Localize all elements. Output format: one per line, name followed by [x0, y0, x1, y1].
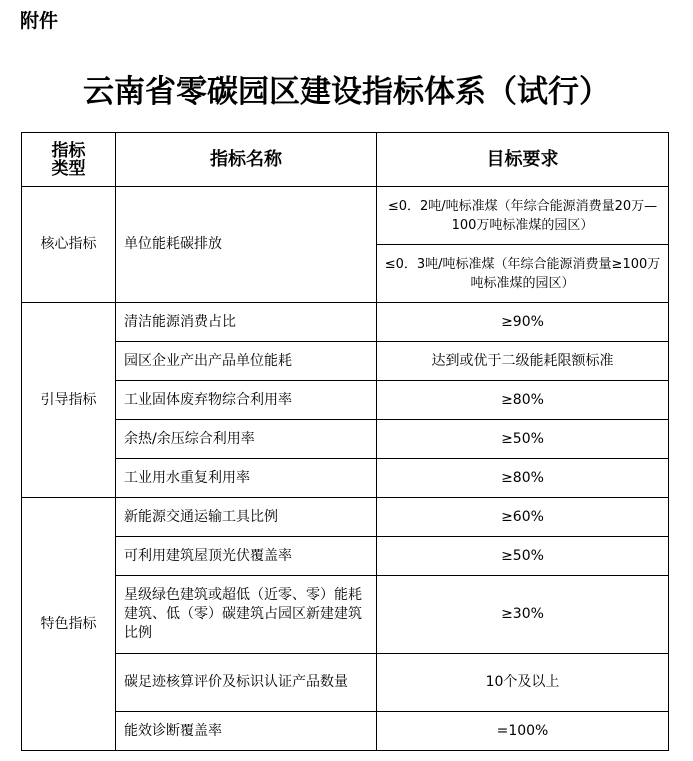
indicator-name: 碳足迹核算评价及标识认证产品数量 [116, 654, 377, 712]
indicator-name: 余热/余压综合利用率 [116, 420, 377, 459]
target-requirement: ≥50% [377, 537, 669, 576]
target-requirement: ≥80% [377, 459, 669, 498]
indicator-name: 园区企业产出产品单位能耗 [116, 342, 377, 381]
attachment-label: 附件 [20, 10, 59, 32]
table-row [22, 381, 669, 420]
header-type-line1: 指标 [51, 140, 86, 161]
table-row [22, 537, 669, 576]
indicator-table [21, 132, 669, 751]
indicator-name: 能效诊断覆盖率 [116, 712, 377, 751]
table-row [22, 712, 669, 751]
target-requirement: ≥90% [377, 303, 669, 342]
header-target-requirement: 目标要求 [377, 133, 669, 187]
group-type-core: 核心指标 [22, 187, 116, 303]
indicator-name: 可利用建筑屋顶光伏覆盖率 [116, 537, 377, 576]
table-row [22, 420, 669, 459]
target-requirement: =100% [377, 712, 669, 751]
indicator-name: 单位能耗碳排放 [116, 187, 377, 303]
table-row [22, 187, 669, 245]
target-requirement: 达到或优于二级能耗限额标准 [377, 342, 669, 381]
table-header-row [22, 133, 669, 187]
table-row [22, 342, 669, 381]
group-type-guidance: 引导指标 [22, 303, 116, 498]
target-requirement: ≤0．3吨/吨标准煤（年综合能源消费量≥100万吨标准煤的园区） [377, 245, 669, 303]
group-type-feature: 特色指标 [22, 498, 116, 751]
table-row [22, 498, 669, 537]
target-requirement: 10个及以上 [377, 654, 669, 712]
indicator-name: 星级绿色建筑或超低（近零、零）能耗建筑、低（零）碳建筑占园区新建建筑比例 [116, 576, 377, 654]
header-type-line2: 类型 [51, 158, 86, 179]
target-requirement: ≥50% [377, 420, 669, 459]
target-requirement: ≤0．2吨/吨标准煤（年综合能源消费量20万—100万吨标准煤的园区） [377, 187, 669, 245]
indicator-name: 工业固体废弃物综合利用率 [116, 381, 377, 420]
table-row [22, 576, 669, 654]
document-title: 云南省零碳园区建设指标体系（试行） [83, 74, 610, 110]
header-indicator-name: 指标名称 [116, 133, 377, 187]
table-row [22, 303, 669, 342]
table-row [22, 654, 669, 712]
indicator-name: 清洁能源消费占比 [116, 303, 377, 342]
indicator-name: 新能源交通运输工具比例 [116, 498, 377, 537]
table-row [22, 459, 669, 498]
target-requirement: ≥80% [377, 381, 669, 420]
target-requirement: ≥30% [377, 576, 669, 654]
target-requirement: ≥60% [377, 498, 669, 537]
indicator-name: 工业用水重复利用率 [116, 459, 377, 498]
header-indicator-type [22, 133, 116, 187]
